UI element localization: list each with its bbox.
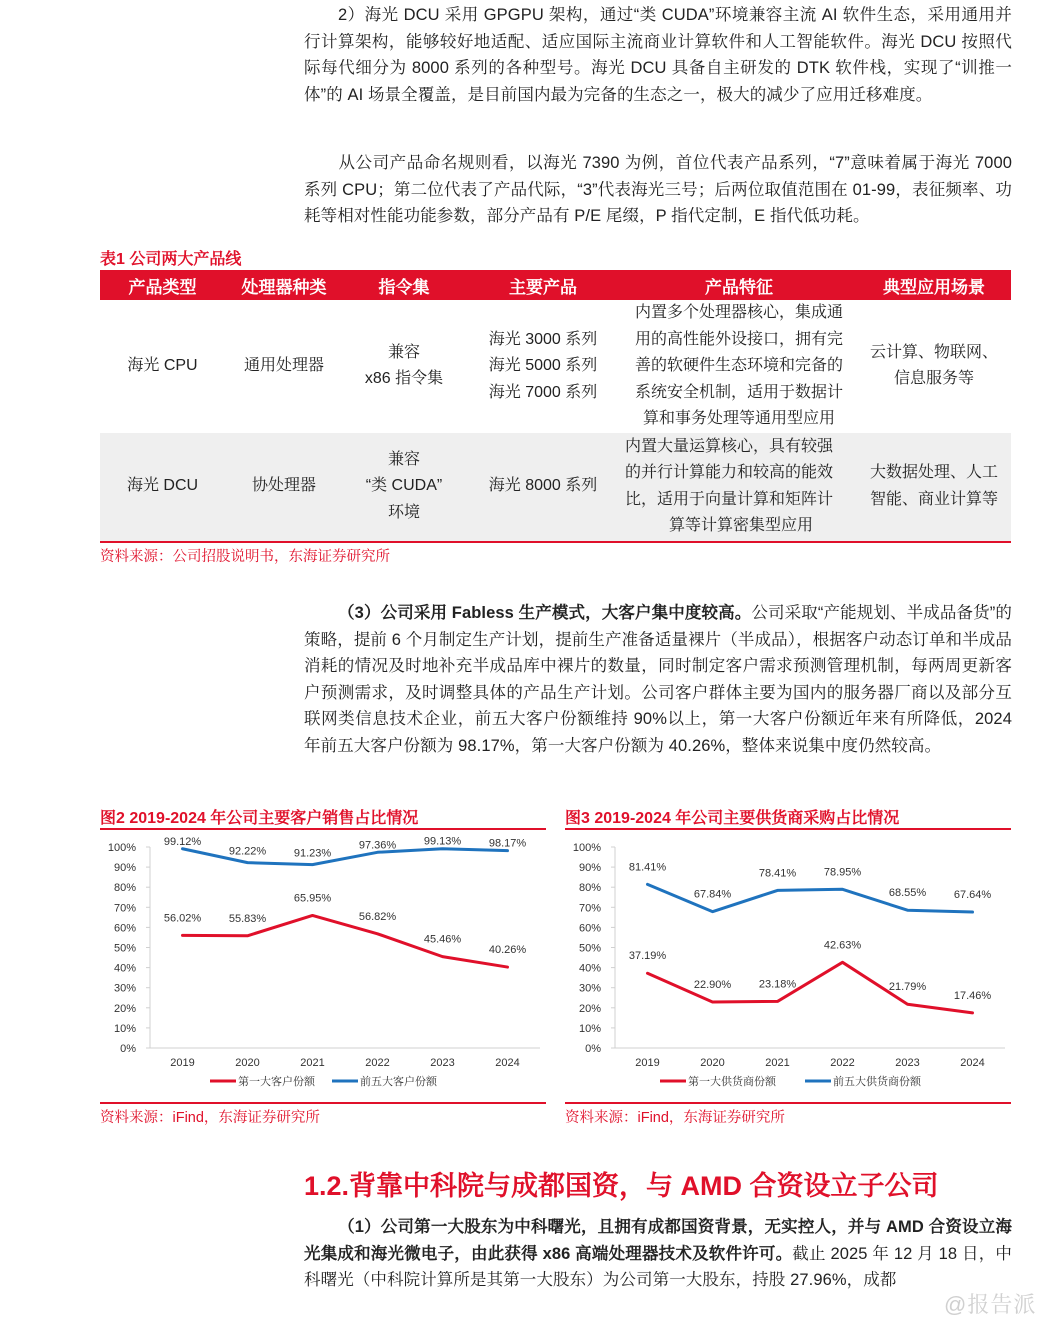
cell-line: x86 指令集 [364, 370, 444, 388]
data-label: 92.22% [228, 845, 267, 858]
data-label: 21.79% [888, 981, 927, 994]
x-tick-label: 2021 [300, 1057, 325, 1069]
cell-line: 兼容 [387, 343, 420, 361]
cell-line: 比，适用于向量计算和矩阵计 [625, 490, 834, 508]
header-main-products: 主要产品 [465, 270, 621, 300]
y-tick-label: 70% [578, 902, 601, 915]
x-tick-label: 2020 [235, 1057, 260, 1069]
cell-type: 海光 DCU [100, 433, 225, 541]
cell-line: 海光 3000 系列 [488, 330, 598, 348]
data-label: 56.82% [358, 910, 397, 923]
header-scenarios: 典型应用场景 [857, 270, 1011, 300]
chart2-top-rule [100, 828, 546, 830]
y-tick-label: 0% [585, 1043, 601, 1055]
x-tick-label: 2024 [495, 1057, 520, 1069]
legend-label: 前五大客户份额 [360, 1076, 437, 1088]
cell-line: 算等计算密集型应用 [668, 517, 813, 534]
x-tick-label: 2023 [895, 1057, 920, 1069]
cell-line: 环境 [387, 503, 420, 521]
cell-line: 信息服务等 [893, 370, 974, 388]
legend-label: 前五大供货商份额 [833, 1076, 921, 1088]
cell-type: 海光 CPU [100, 300, 225, 433]
cell-line: 内置大量运算核心，具有较强 [625, 437, 834, 455]
paragraph-text: 公司采取“产能规划、半成品备货”的策略，提前 6 个月制定生产计划，提前生产准备适量裸片（半成品），根据客户动态订单和半成品消耗的情况及时地补充半成品库中裸片的数量，同时制定客户需求预测管理机制，每两周更新客户预测需求，及时调整具体的产品生产计划。公司客户群体主要为国内的服务器厂商以及部分互联网类信息技术企业，前五大客户份额维持 90%以上，第一大客户份额近年来有所降低，2024 年前五大客户份额为 98.17%，第一大客户份额为 40.26%，整体来说集中度仍然较高。 [304, 604, 1012, 755]
header-processor-type: 处理器种类 [225, 270, 343, 300]
data-label: 91.23% [293, 847, 332, 860]
x-tick-label: 2022 [365, 1057, 390, 1069]
x-tick-label: 2021 [765, 1057, 790, 1069]
chart3-bottom-rule [565, 1102, 1011, 1104]
paragraph-shareholder [304, 1214, 1012, 1294]
product-line-table [100, 270, 1011, 541]
section-heading: 1.2.背靠中科院与成都国资，与 AMD 合资设立子公司 [304, 1171, 939, 1201]
table-caption: 表1 公司两大产品线 [100, 251, 242, 268]
x-tick-label: 2020 [700, 1057, 725, 1069]
data-label: 55.83% [228, 912, 267, 925]
cell-line: 算和事务处理等通用型应用 [642, 410, 835, 427]
y-tick-label: 50% [578, 942, 601, 955]
chart3-supplier-share [565, 832, 1011, 1102]
data-label: 98.17% [488, 837, 527, 850]
y-tick-label: 40% [113, 962, 136, 975]
table-header-row [100, 270, 1011, 300]
y-tick-label: 60% [578, 922, 601, 935]
cell-line: 的并行计算能力和较高的能效 [625, 464, 834, 481]
header-product-type: 产品类型 [100, 270, 225, 300]
y-tick-label: 10% [578, 1022, 601, 1035]
chart2-source: 资料来源：iFind，东海证券研究所 [100, 1110, 320, 1126]
legend-label: 第一大客户份额 [238, 1076, 315, 1088]
cell-features [621, 433, 857, 541]
y-tick-label: 20% [113, 1002, 136, 1015]
cell-products [465, 433, 621, 541]
chart3-title: 图3 2019-2024 年公司主要供货商采购占比情况 [565, 810, 900, 827]
header-features: 产品特征 [621, 270, 857, 300]
x-tick-label: 2019 [170, 1057, 195, 1069]
cell-line: “类 CUDA” [365, 477, 443, 495]
cell-line: 智能、商业计算等 [869, 490, 998, 508]
y-tick-label: 80% [113, 882, 136, 895]
x-tick-label: 2022 [830, 1057, 855, 1069]
y-tick-label: 70% [113, 902, 136, 915]
paragraph-bold-lead: （3）公司采用 Fabless 生产模式，大客户集中度较高。 [338, 604, 752, 622]
paragraph-text: 从公司产品命名规则看，以海光 7390 为例，首位代表产品系列，“7”意味着属于海光 7000 系列 CPU；第二位代表了产品代际，“3”代表海光三号；后两位取值范围在 01-99，表征频率、功耗等相对性能功能参数，部分产品有 P/E 尾缀，P 指代定制，E 指代低功耗。 [304, 154, 1012, 225]
x-tick-label: 2024 [960, 1057, 985, 1069]
paragraph-naming-rule [304, 150, 1012, 230]
data-label: 42.63% [823, 939, 862, 952]
paragraph-text: 2）海光 DCU 采用 GPGPU 架构，通过“类 CUDA”环境兼容主流 AI 软件生态，采用通用并行计算架构，能够较好地适配、适应国际主流商业计算软件和人工智能软件。海光 DCU 按照代际每代细分为 8000 系列的各种型号。海光 DCU 具备自主研发的 DTK 软件栈，实现了“训推一体”的 AI 场景全覆盖，是目前国内最为完备的生态之一，极大的减少了应用迁移难度。 [304, 6, 1012, 104]
chart2-title: 图2 2019-2024 年公司主要客户销售占比情况 [100, 810, 419, 827]
cell-processor: 协处理器 [225, 433, 343, 541]
data-label: 81.41% [628, 861, 667, 874]
legend-label: 第一大供货商份额 [688, 1076, 776, 1088]
table-source: 资料来源：公司招股说明书，东海证券研究所 [100, 549, 390, 565]
cell-processor: 通用处理器 [225, 300, 343, 433]
y-tick-label: 50% [113, 942, 136, 955]
x-tick-label: 2019 [635, 1057, 660, 1069]
y-tick-label: 100% [107, 842, 136, 854]
cell-line: 海光 5000 系列 [488, 357, 598, 374]
data-label: 67.84% [693, 888, 732, 901]
cell-line: 用的高性能外设接口，拥有完 [634, 330, 843, 348]
paragraph-text: 截止 2025 年 12 月 18 日，中科曙光（中科院计算所是其第一大股东）为公司第一大股东，持股 27.96%，成都 [304, 1244, 1012, 1289]
cell-features [621, 300, 857, 433]
header-isa: 指令集 [343, 270, 465, 300]
chart3-source: 资料来源：iFind，东海证券研究所 [565, 1110, 785, 1126]
data-label: 99.13% [423, 835, 462, 848]
data-label: 65.95% [293, 892, 332, 905]
data-label: 67.64% [953, 889, 992, 902]
data-label: 23.18% [758, 978, 797, 991]
y-tick-label: 90% [113, 862, 136, 875]
y-tick-label: 30% [113, 982, 136, 995]
cell-scenarios [857, 433, 1011, 541]
cell-line: 系统安全机制，适用于数据计 [634, 383, 843, 401]
y-tick-label: 60% [113, 922, 136, 935]
y-tick-label: 0% [120, 1043, 136, 1055]
chart2-customer-share [100, 832, 546, 1102]
cell-line: 内置多个处理器核心，集成通 [634, 304, 843, 321]
data-label: 22.90% [693, 978, 732, 991]
y-tick-label: 10% [113, 1022, 136, 1035]
data-label: 45.46% [423, 933, 462, 946]
data-label: 97.36% [358, 839, 397, 852]
data-label: 78.41% [758, 867, 797, 880]
y-tick-label: 30% [578, 982, 601, 995]
table-row [100, 433, 1011, 541]
paragraph-fabless [304, 600, 1012, 759]
cell-scenarios [857, 300, 1011, 433]
table-bottom-rule [100, 541, 1011, 543]
cell-line: 兼容 [387, 450, 420, 468]
data-label: 68.55% [888, 887, 927, 900]
y-tick-label: 90% [578, 862, 601, 875]
cell-line: 云计算、物联网、 [869, 343, 998, 361]
cell-line: 海光 7000 系列 [488, 383, 598, 401]
cell-line: 大数据处理、人工 [869, 464, 998, 481]
data-label: 78.95% [823, 866, 862, 879]
y-tick-label: 40% [578, 962, 601, 975]
data-label: 17.46% [953, 989, 992, 1002]
data-label: 99.12% [163, 835, 202, 848]
cell-isa [343, 300, 465, 433]
table-row [100, 300, 1011, 433]
data-label: 37.19% [628, 950, 667, 963]
cell-line: 海光 8000 系列 [488, 477, 598, 495]
paragraph-dcu-architecture [304, 2, 1012, 108]
y-tick-label: 80% [578, 882, 601, 895]
data-label: 40.26% [488, 944, 527, 957]
watermark: @报告派 [944, 1292, 1037, 1317]
chart2-bottom-rule [100, 1102, 546, 1104]
chart3-top-rule [565, 828, 1011, 830]
cell-products [465, 300, 621, 433]
paragraph-bold-lead: （1）公司第一大股东为中科曙光，且拥有成都国资背景，无实控人，并与 AMD 合资设立海光集成和海光微电子，由此获得 x86 高端处理器技术及软件许可。 [304, 1218, 1012, 1263]
data-label: 56.02% [163, 912, 202, 925]
x-tick-label: 2023 [430, 1057, 455, 1069]
y-tick-label: 100% [572, 842, 601, 854]
cell-line: 善的软硬件生态环境和完备的 [634, 357, 843, 374]
y-tick-label: 20% [578, 1002, 601, 1015]
cell-isa [343, 433, 465, 541]
